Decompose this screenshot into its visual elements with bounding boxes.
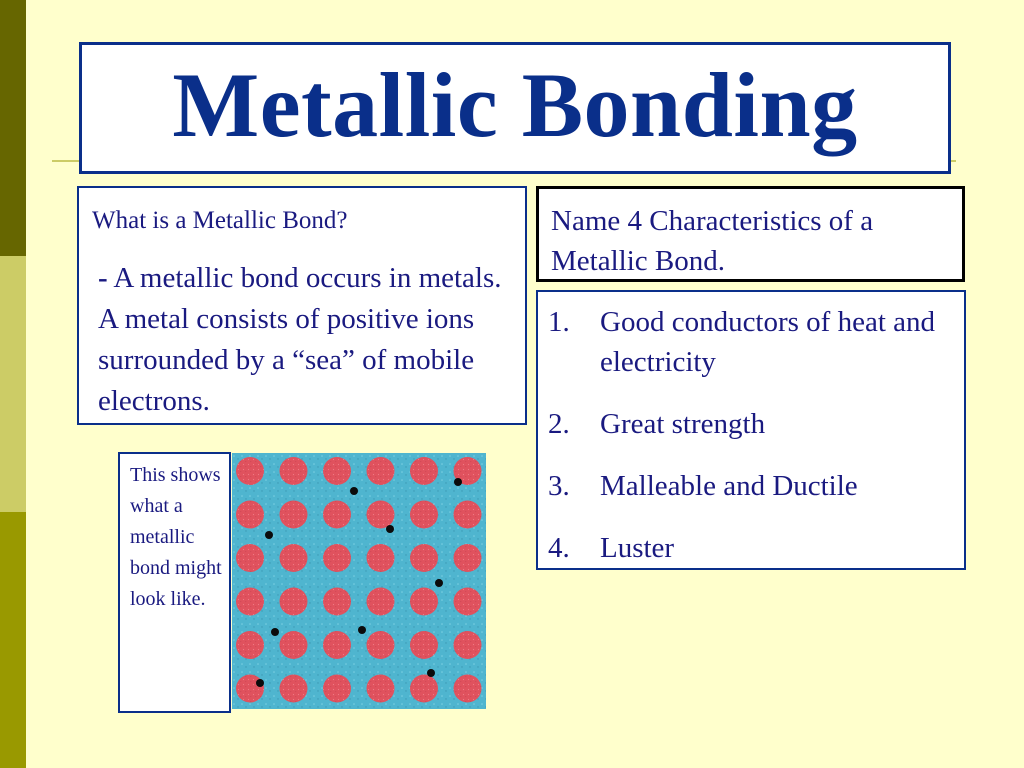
positive-ion [454,544,482,572]
positive-ion [454,631,482,659]
characteristics-question: Name 4 Characteristics of a Metallic Bond. [551,205,874,277]
slide-title: Metallic Bonding [172,54,858,156]
electron-sea [232,453,486,709]
positive-ion [280,675,308,703]
mobile-electron [427,669,435,677]
positive-ion [323,501,351,529]
positive-ion [410,675,438,703]
positive-ion [323,675,351,703]
positive-ion [236,675,264,703]
positive-ion [323,588,351,616]
definition-question: What is a Metallic Bond? [92,207,348,234]
metallic-bond-definition-box [77,186,527,425]
list-number: 1. [548,306,570,338]
list-text: Luster [600,532,675,564]
mobile-electron [454,478,462,486]
positive-ion [367,675,395,703]
positive-ion [280,588,308,616]
metallic-lattice-diagram [232,453,486,709]
positive-ion [280,544,308,572]
characteristics-list [548,302,958,590]
positive-ion [410,588,438,616]
mobile-electron [435,579,443,587]
diagram-caption: This shows what a metallic bond might look like. [130,464,222,610]
positive-ion [410,544,438,572]
positive-ion [280,457,308,485]
mobile-electron [265,531,273,539]
accent-segment-middle [0,256,26,512]
positive-ion [323,631,351,659]
mobile-electron [256,679,264,687]
positive-ion [367,457,395,485]
accent-segment-bottom [0,512,26,768]
positive-ion [410,631,438,659]
diagram-caption-box [118,452,231,713]
list-number: 4. [548,532,570,564]
positive-ion [410,501,438,529]
positive-ion [323,457,351,485]
positive-ion [280,631,308,659]
definition-answer [98,258,518,422]
list-item [548,404,958,444]
positive-ion [236,501,264,529]
mobile-electron [358,626,366,634]
list-text: Good conductors of heat and electricity [600,306,936,378]
positive-ion [367,501,395,529]
positive-ion [236,631,264,659]
list-text: Great strength [600,408,766,440]
positive-ion [323,544,351,572]
positive-ion [367,588,395,616]
list-item [548,528,958,568]
positive-ion [280,501,308,529]
list-number: 3. [548,470,570,502]
positive-ion [236,588,264,616]
list-item [548,302,958,382]
positive-ion [236,457,264,485]
answer-dash: - [98,262,108,294]
characteristics-question-box [536,186,965,282]
list-item [548,466,958,506]
positive-ion [367,544,395,572]
positive-ion [454,501,482,529]
accent-segment-top [0,0,26,256]
mobile-electron [386,525,394,533]
list-number: 2. [548,408,570,440]
answer-text: A metallic bond occurs in metals. A metal consists of positive ions surrounded by a “sea” of mobile electrons. [98,262,502,417]
positive-ion [236,544,264,572]
characteristics-list-box [536,290,966,570]
list-text: Malleable and Ductile [600,470,858,502]
positive-ion [367,631,395,659]
mobile-electron [350,487,358,495]
positive-ion [454,588,482,616]
title-box [79,42,951,174]
left-accent-bar [0,0,26,768]
positive-ion [410,457,438,485]
positive-ion [454,675,482,703]
mobile-electron [271,628,279,636]
